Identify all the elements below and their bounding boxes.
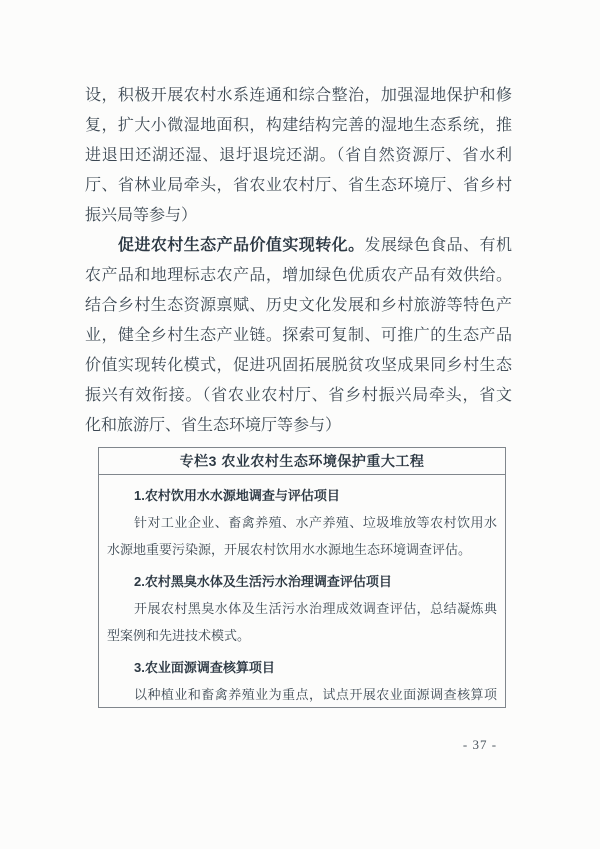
- text-line: 振兴有效衔接。（省农业农村厅、省乡村振兴局牵头，省文: [85, 387, 512, 404]
- panel-body: [99, 475, 505, 708]
- text-line: 振兴局等参与）: [85, 207, 198, 224]
- bold-lead-text: 促进农村生态产品价值实现转化。: [118, 237, 365, 254]
- panel-body-line: 型案例和先进技术模式。: [107, 628, 251, 643]
- panel-title: 专栏3 农业农村生态环境保护重大工程: [99, 448, 505, 475]
- para-1: [85, 81, 512, 231]
- panel-item-heading: 3.农业面源调查核算项目: [134, 660, 275, 675]
- text-line: 业，健全乡村生态产业链。探索可复制、可推广的生态产品: [85, 327, 512, 344]
- body-text: [85, 81, 512, 441]
- para-2: [85, 231, 512, 441]
- text-line: 设，积极开展农村水系连通和综合整治，加强湿地保护和修: [85, 87, 512, 104]
- text-line: 农产品和地理标志农产品，增加绿色优质农产品有效供给。: [85, 267, 512, 284]
- panel-item-heading: 2.农村黑臭水体及生活污水治理调查评估项目: [134, 574, 392, 589]
- text-line: 结合乡村生态资源禀赋、历史文化发展和乡村旅游等特色产: [85, 297, 512, 314]
- panel-item-heading: 1.农村饮用水水源地调查与评估项目: [134, 488, 340, 503]
- text-line: 化和旅游厅、省生态环境厅等参与）: [85, 417, 342, 434]
- panel-body-line: 水源地重要污染源，开展农村饮用水水源地生态环境调查评估。: [107, 542, 472, 557]
- panel-body-line: 针对工业企业、畜禽养殖、水产养殖、垃圾堆放等农村饮用水: [134, 515, 497, 530]
- text-line: 价值实现转化模式，促进巩固拓展脱贫攻坚成果同乡村生态: [85, 357, 512, 374]
- text-line: 促进农村生态产品价值实现转化。发展绿色食品、有机: [118, 237, 512, 254]
- panel-body-line: 开展农村黑臭水体及生活污水治理成效调查评估，总结凝炼典: [134, 601, 497, 616]
- feature-panel: [98, 447, 506, 708]
- page-number: - 37 -: [462, 737, 498, 752]
- panel-body-line: 以种植业和畜禽养殖业为重点，试点开展农业面源调查核算项: [134, 687, 497, 702]
- text-line: 进退田还湖还湿、退圩退垸还湖。（省自然资源厅、省水利: [85, 147, 512, 164]
- text-line: 厅、省林业局牵头，省农业农村厅、省生态环境厅、省乡村: [85, 177, 512, 194]
- text-line: 复，扩大小微湿地面积，构建结构完善的湿地生态系统，推: [85, 117, 512, 134]
